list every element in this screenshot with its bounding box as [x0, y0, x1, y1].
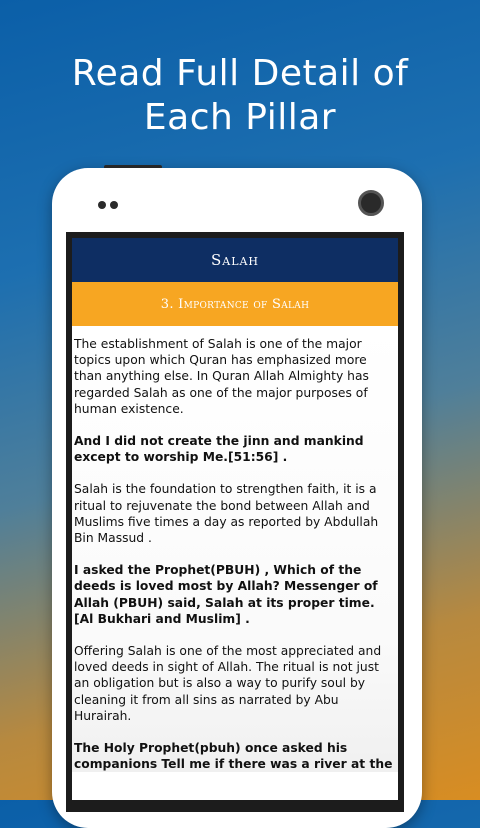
article-paragraph: Salah is the foundation to strengthen faith, it is a ritual to rejuvenate the bond between Allah and Muslims five times a day as reported by Abdullah Bin Massud . — [74, 482, 379, 546]
phone-sensor-dot — [110, 201, 118, 209]
article-paragraph: Offering Salah is one of the most appreciated and loved deeds in sight of Allah. The ritual is not just an obligation but is also a way to purify soul by cleaning it from all sins as narrated by Abu Hurairah. — [74, 644, 382, 723]
app-title-bar — [72, 238, 398, 282]
phone-sensor-dot — [98, 201, 106, 209]
article-paragraph: The Holy Prophet(pbuh) once asked his companions Tell me if there was a river at the — [74, 741, 393, 772]
article-paragraph: The establishment of Salah is one of the major topics upon which Quran has emphasized more than anything else. In Quran Allah Almighty has regarded Salah as one of the major purposes of human existence. — [74, 337, 369, 416]
phone-screen — [72, 238, 398, 800]
section-title: 3. Importance of Salah — [160, 296, 310, 312]
article-paragraph: I asked the Prophet(PBUH) , Which of the deeds is loved most by Allah? Messenger of Allah (PBUH) said, Salah at its proper time. [Al Bukhari and Muslim] . — [74, 563, 378, 626]
promo-headline — [0, 52, 480, 140]
promo-headline-line-2: Each Pillar — [143, 97, 337, 138]
promo-headline-line-1: Read Full Detail of — [71, 53, 409, 94]
section-header[interactable] — [72, 282, 398, 326]
article-content[interactable] — [72, 326, 398, 772]
app-title: Salah — [210, 251, 260, 269]
article-paragraph: And I did not create the jinn and mankind except to worship Me.[51:56] . — [74, 434, 364, 465]
phone-camera — [358, 190, 384, 216]
